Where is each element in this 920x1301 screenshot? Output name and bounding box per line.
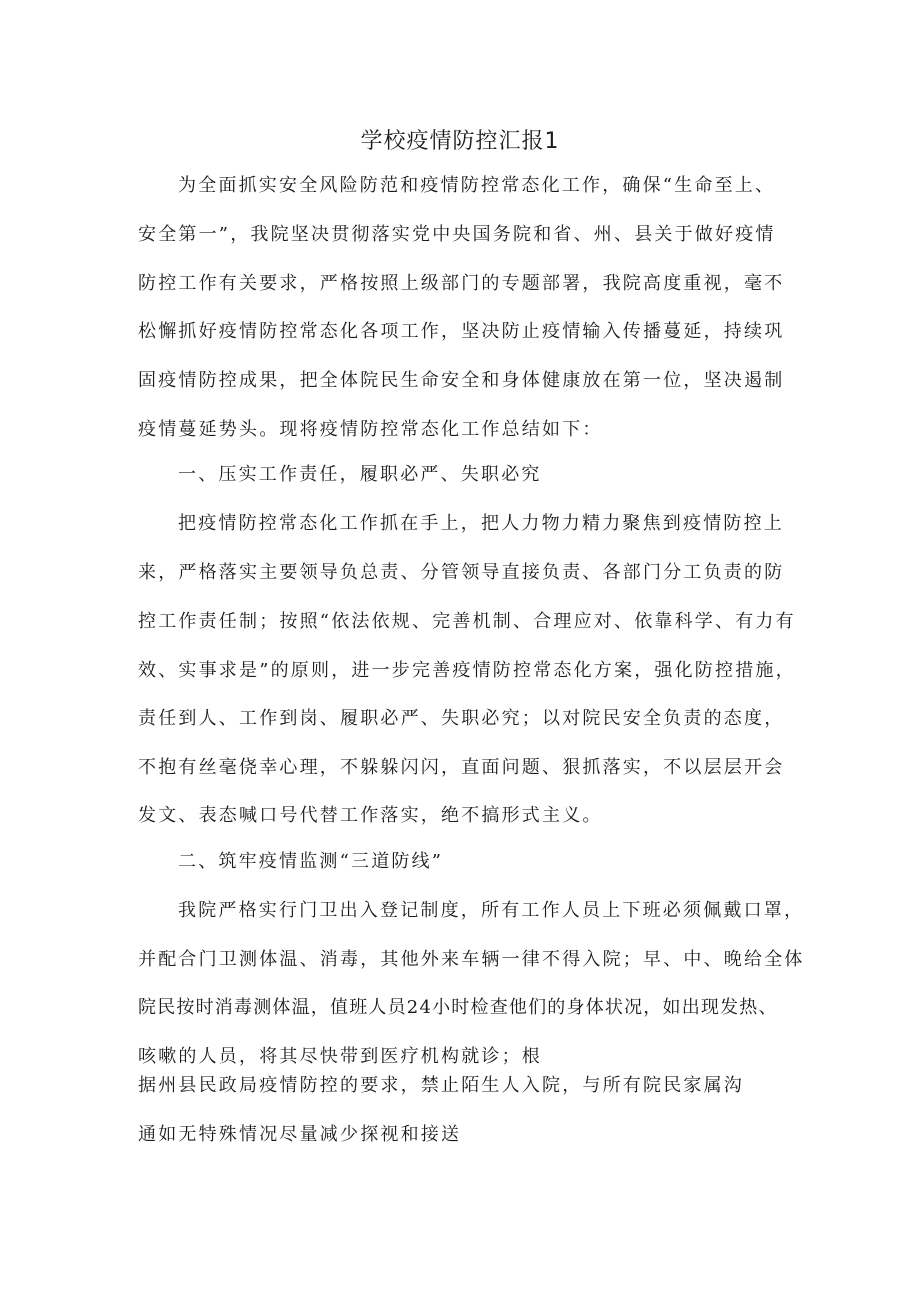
paragraph-line: 为全面抓实安全风险防范和疫情防控常态化工作，确保“生命至上、 bbox=[178, 175, 776, 196]
section-heading: 一、压实工作责任，履职必严、失职必究 bbox=[178, 464, 542, 485]
paragraph-line: 固疫情防控成果，把全体院民生命安全和身体健康放在第一位，坚决遏制 bbox=[138, 370, 785, 391]
paragraph-line: 不抱有丝毫侥幸心理，不躲躲闪闪，直面问题、狠抓落实，不以层层开会 bbox=[138, 757, 785, 778]
paragraph-line: 院民按时消毒测体温，值班人员24小时检查他们的身体状况，如出现发热、 bbox=[138, 997, 778, 1018]
paragraph-line: 把疫情防控常态化工作抓在手上，把人力物力精力聚焦到疫情防控上 bbox=[178, 513, 784, 534]
paragraph-line: 我院严格实行门卫出入登记制度，所有工作人员上下班必须佩戴口罩， bbox=[178, 900, 805, 921]
paragraph-line: 效、实事求是”的原则，进一步完善疫情防控常态化方案，强化防控措施， bbox=[138, 660, 796, 681]
paragraph-line: 咳嗽的人员，将其尽快带到医疗机构就诊；根 bbox=[138, 1046, 542, 1067]
paragraph-line: 据州县民政局疫情防控的要求，禁止陌生人入院，与所有院民家属沟 bbox=[138, 1075, 744, 1096]
paragraph-line: 来，严格落实主要领导负总责、分管领导直接负责、各部门分工负责的防 bbox=[138, 562, 785, 583]
paragraph-line: 疫情蔓延势头。现将疫情防控常态化工作总结如下： bbox=[138, 419, 603, 440]
paragraph-line: 责任到人、工作到岗、履职必严、失职必究；以对院民安全负责的态度， bbox=[138, 708, 785, 729]
paragraph-line: 安全第一”，我院坚决贯彻落实党中央国务院和省、州、县关于做好疫情 bbox=[138, 224, 776, 245]
paragraph-line: 松懈抓好疫情防控常态化各项工作，坚决防止疫情输入传播蔓延，持续巩 bbox=[138, 321, 785, 342]
paragraph-line: 控工作责任制；按照“依法依规、完善机制、合理应对、依靠科学、有力有 bbox=[138, 611, 796, 632]
paragraph-line: 发文、表态喊口号代替工作落实，绝不搞形式主义。 bbox=[138, 805, 603, 826]
paragraph-line: 防控工作有关要求，严格按照上级部门的专题部署，我院高度重视，毫不 bbox=[138, 273, 785, 294]
paragraph-line: 通如无特殊情况尽量减少探视和接送 bbox=[138, 1124, 462, 1145]
document-title: 学校疫情防控汇报1 bbox=[360, 129, 560, 154]
section-heading: 二、筑牢疫情监测“三道防线” bbox=[178, 851, 444, 872]
paragraph-line: 并配合门卫测体温、消毒，其他外来车辆一律不得入院；早、中、晚给全体 bbox=[138, 949, 805, 970]
